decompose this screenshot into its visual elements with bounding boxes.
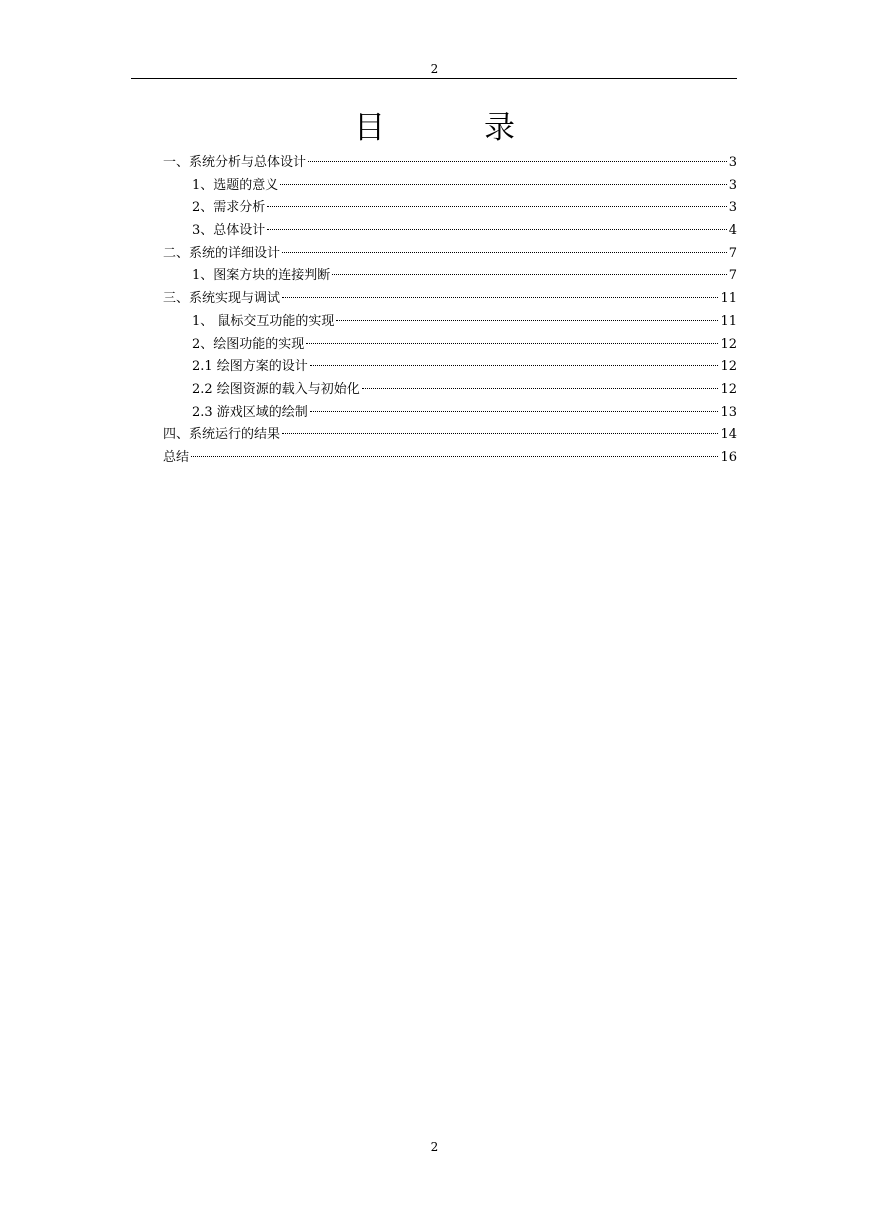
toc-entry-title: 三、系统实现与调试 (163, 291, 281, 307)
toc-entry[interactable] (163, 424, 737, 447)
toc-entry-page: 11 (720, 313, 737, 329)
toc-entry-page: 16 (720, 449, 737, 465)
toc-entry[interactable] (163, 175, 737, 198)
toc-dot-leader (267, 206, 726, 207)
toc-dot-leader (282, 297, 718, 298)
toc-entry-page: 12 (720, 381, 737, 397)
toc-entry-page: 3 (728, 200, 737, 216)
toc-dot-leader (267, 229, 726, 230)
toc-entry-page: 11 (720, 291, 737, 307)
toc-entry[interactable] (163, 197, 737, 220)
toc-entry-title: 2、绘图功能的实现 (192, 336, 305, 352)
toc-entry-page: 3 (728, 177, 737, 193)
toc-entry-title: 1、 鼠标交互功能的实现 (192, 313, 335, 329)
toc-entry-title: 2、需求分析 (192, 200, 266, 216)
toc-dot-leader (310, 411, 719, 412)
toc-entry-page: 4 (728, 223, 737, 239)
toc-entry-page: 12 (720, 359, 737, 375)
toc-dot-leader (332, 274, 726, 275)
toc-entry-page: 3 (728, 155, 737, 170)
toc-entry-title: 1、图案方块的连接判断 (192, 268, 331, 284)
header-rule (131, 78, 737, 79)
toc-entry-page: 14 (720, 427, 737, 443)
header-page-number: 2 (430, 62, 439, 76)
toc-entry[interactable] (163, 402, 737, 425)
toc-entry-title: 2.1 绘图方案的设计 (192, 359, 308, 375)
footer-page-number: 2 (430, 1140, 439, 1154)
toc-dot-leader (308, 161, 727, 162)
toc-entry[interactable] (163, 265, 737, 288)
toc-dot-leader (336, 320, 718, 321)
toc-dot-leader (280, 184, 726, 185)
toc-entry[interactable] (163, 152, 737, 175)
toc-entry-title: 3、总体设计 (192, 223, 266, 239)
toc-entry-page: 12 (720, 336, 737, 352)
toc-entry-title: 总结 (163, 449, 190, 465)
toc-entry[interactable] (163, 311, 737, 334)
toc-dot-leader (282, 433, 718, 434)
toc-entry[interactable] (163, 288, 737, 311)
toc-dot-leader (362, 388, 719, 389)
toc-entry-title: 2.2 绘图资源的载入与初始化 (192, 381, 360, 397)
toc-entry-title: 一、系统分析与总体设计 (163, 155, 307, 170)
toc-entry-page: 7 (728, 268, 737, 284)
toc-dot-leader (310, 365, 719, 366)
toc-dot-leader (282, 252, 727, 253)
toc-entry[interactable] (163, 220, 737, 243)
toc-entry-title: 二、系统的详细设计 (163, 245, 281, 261)
toc-entry-page: 7 (728, 245, 737, 261)
toc-dot-leader (306, 343, 718, 344)
toc-entry[interactable] (163, 243, 737, 266)
toc-entry[interactable] (163, 447, 737, 470)
toc-entry-page: 13 (720, 404, 737, 420)
toc-dot-leader (191, 456, 718, 457)
toc-entry-title: 四、系统运行的结果 (163, 427, 281, 443)
toc-entry-title: 2.3 游戏区域的绘制 (192, 404, 308, 420)
toc-entry[interactable] (163, 334, 737, 357)
table-of-contents (163, 152, 737, 470)
toc-entry[interactable] (163, 356, 737, 379)
toc-entry[interactable] (163, 379, 737, 402)
toc-title: 目 录 (354, 110, 549, 146)
toc-entry-title: 1、选题的意义 (192, 177, 279, 193)
